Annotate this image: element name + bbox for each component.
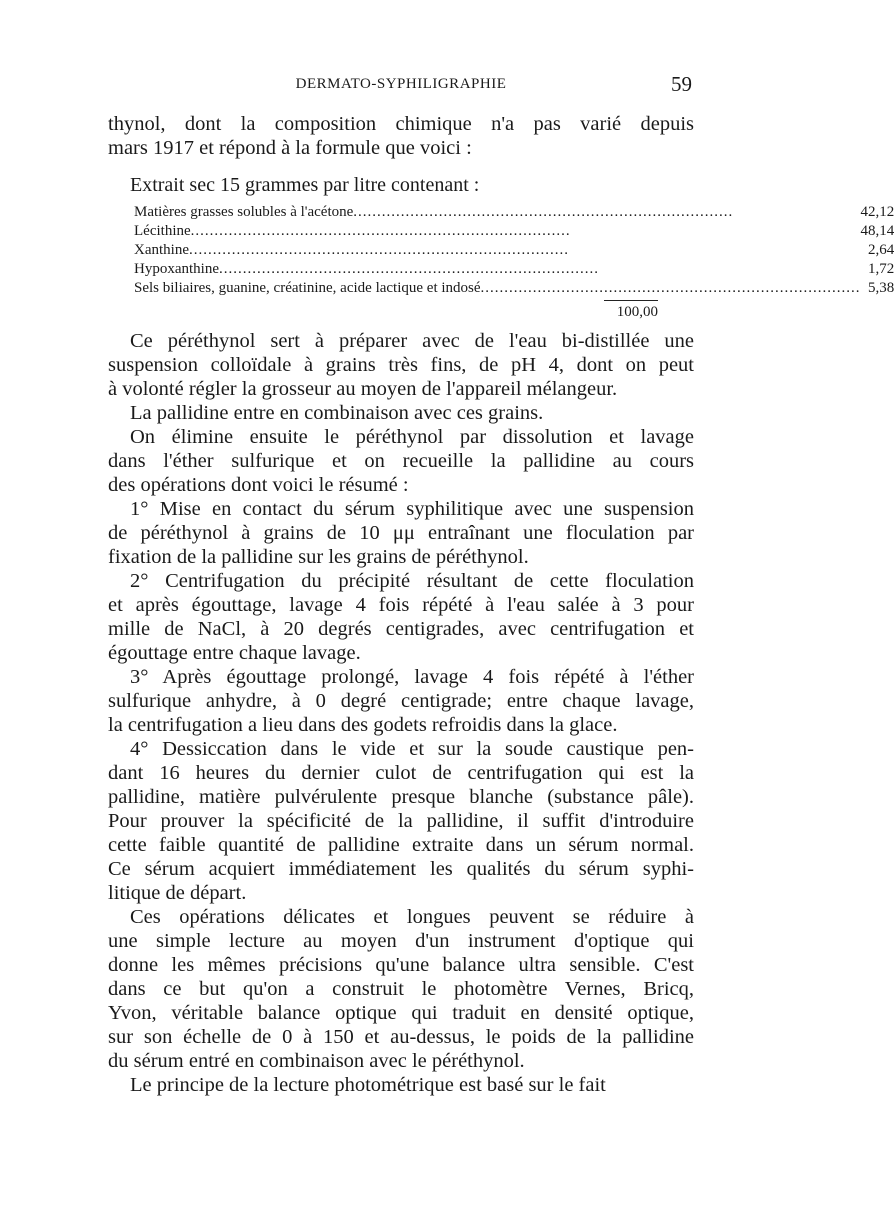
text-line: suspension colloïdale à grains très fins, de pH 4, dont on peut [108, 354, 694, 376]
text-line: thynol, dont la composition chimique n'a pas varié depuis [108, 113, 694, 135]
dot-leader: ................................................................................ [190, 223, 571, 239]
page-body [108, 112, 894, 1097]
dot-leader: ................................................................................ [353, 204, 734, 220]
text-line: de péréthynol à grains de 10 μμ entraînant une floculation par [108, 522, 694, 544]
composition-label: Matières grasses solubles à l'acétone [134, 204, 354, 220]
text-line: égouttage entre chaque lavage. [108, 642, 361, 664]
text-line: 3° Après égouttage prolongé, lavage 4 fois répété à l'éther [130, 666, 694, 688]
composition-name [134, 222, 861, 241]
body-paragraph [108, 569, 694, 665]
composition-label: Xanthine [134, 242, 189, 258]
text-line: du sérum entré en combinaison avec le péréthynol. [108, 1050, 525, 1072]
text-line: On élimine ensuite le péréthynol par dissolution et lavage [130, 426, 694, 448]
composition-label: Sels biliaires, guanine, créatinine, acide lactique et indosé [134, 280, 481, 296]
composition-table [134, 203, 894, 298]
composition-value: 2,64 [868, 242, 894, 258]
body-paragraph [108, 425, 694, 497]
running-head: DERMATO-SYPHILIGRAPHIE [295, 76, 507, 92]
composition-value: 42,12 [860, 204, 894, 220]
body-paragraph [108, 905, 694, 1073]
text-line: fixation de la pallidine sur les grains de péréthynol. [108, 546, 529, 568]
composition-value: 5,38 [868, 280, 894, 296]
composition-name [134, 279, 861, 298]
page-number: 59 [671, 72, 692, 96]
text-line: une simple lecture au moyen d'un instrument d'optique qui [108, 930, 694, 952]
text-line: 1° Mise en contact du sérum syphilitique avec une suspension [130, 498, 694, 520]
composition-row [134, 203, 894, 222]
text-line: cette faible quantité de pallidine extraite dans un sérum normal. [108, 834, 694, 856]
text-line: sulfurique anhydre, à 0 degré centigrade; entre chaque lavage, [108, 690, 694, 712]
composition-row [134, 241, 894, 260]
composition-name [134, 241, 861, 260]
body-paragraph [108, 401, 694, 425]
page-header [110, 72, 692, 102]
text-line: et après égouttage, lavage 4 fois répété à l'eau salée à 3 pour [108, 594, 694, 616]
text-line: la centrifugation a lieu dans des godets refroidis dans la glace. [108, 714, 618, 736]
dot-leader: ................................................................................ [480, 280, 861, 296]
text-line: La pallidine entre en combinaison avec ces grains. [130, 402, 544, 424]
text-line: Ce sérum acquiert immédiatement les qualités du sérum syphi- [108, 858, 694, 880]
body-paragraphs [108, 329, 694, 1097]
body-paragraph [108, 1073, 694, 1097]
text-line: dans ce but qu'on a construit le photomètre Vernes, Bricq, [108, 978, 694, 1000]
text-line: Yvon, véritable balance optique qui traduit en densité optique, [108, 1002, 694, 1024]
text-line: dans l'éther sulfurique et on recueille la pallidine au cours [108, 450, 694, 472]
composition-name [134, 260, 861, 279]
composition-value: 1,72 [868, 261, 894, 277]
text-line: des opérations dont voici le résumé : [108, 474, 409, 496]
dot-leader: ................................................................................ [188, 242, 569, 258]
text-line: litique de départ. [108, 882, 247, 904]
body-paragraph [108, 329, 694, 401]
composition-row [134, 260, 894, 279]
composition-label: Hypoxanthine [134, 261, 219, 277]
body-paragraph [108, 665, 694, 737]
extract-heading: Extrait sec 15 grammes par litre contenant : [130, 174, 480, 196]
text-line: 4° Dessiccation dans le vide et sur la soude caustique pen- [130, 738, 694, 760]
text-line: Ces opérations délicates et longues peuvent se réduire à [130, 906, 694, 928]
dot-leader: ................................................................................ [218, 261, 599, 277]
body-paragraph [108, 497, 694, 569]
text-line: mars 1917 et répond à la formule que voici : [108, 137, 472, 159]
composition-row [134, 279, 894, 298]
composition-name [134, 203, 861, 222]
text-line: Le principe de la lecture photométrique est basé sur le fait [130, 1074, 606, 1096]
composition-row [134, 222, 894, 241]
composition-total: 100,00 [616, 304, 658, 320]
text-line: donne les mêmes précisions qu'une balance ultra sensible. C'est [108, 954, 694, 976]
text-line: Pour prouver la spécificité de la pallidine, il suffit d'introduire [108, 810, 694, 832]
text-line: sur son échelle de 0 à 150 et au-dessus, le poids de la pallidine [108, 1026, 694, 1048]
text-line: 2° Centrifugation du précipité résultant de cette floculation [130, 570, 694, 592]
text-line: mille de NaCl, à 20 degrés centigrades, avec centrifugation et [108, 618, 694, 640]
text-line: dant 16 heures du dernier culot de centrifugation qui est la [108, 762, 694, 784]
text-line: Ce péréthynol sert à préparer avec de l'eau bi-distillée une [130, 330, 694, 352]
body-paragraph [108, 737, 694, 905]
composition-label: Lécithine [134, 223, 191, 239]
intro-paragraph [108, 112, 694, 160]
composition-value: 48,14 [860, 223, 894, 239]
text-line: pallidine, matière pulvérulente presque blanche (substance pâle). [108, 786, 694, 808]
text-line: à volonté régler la grosseur au moyen de l'appareil mélangeur. [108, 378, 618, 400]
